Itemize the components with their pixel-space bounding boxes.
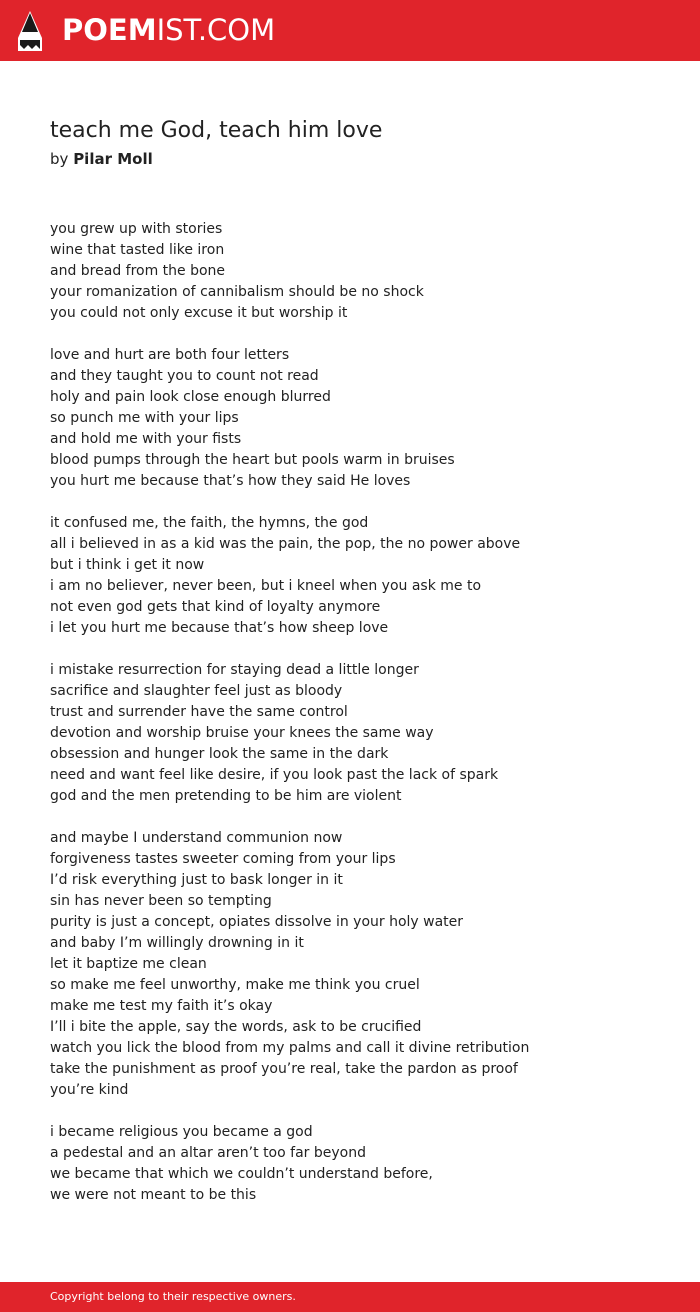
poem-line: you grew up with stories bbox=[50, 221, 223, 237]
site-footer bbox=[0, 1282, 700, 1312]
poem-line: trust and surrender have the same control bbox=[50, 704, 348, 720]
poem-line: and hold me with your fists bbox=[50, 431, 242, 447]
poem-line: you’re kind bbox=[50, 1082, 129, 1098]
poem-line: we were not meant to be this bbox=[50, 1187, 257, 1203]
poem-line: your romanization of cannibalism should be no shock bbox=[50, 284, 424, 300]
poem-line: it confused me, the faith, the hymns, the god bbox=[50, 515, 369, 531]
poem-stanza bbox=[50, 345, 670, 492]
poem-stanza bbox=[50, 1122, 670, 1206]
poem-line: i let you hurt me because that’s how sheep love bbox=[50, 620, 389, 636]
poem-body bbox=[50, 219, 670, 1227]
poem-byline bbox=[50, 149, 153, 169]
poem-line: i mistake resurrection for staying dead a little longer bbox=[50, 662, 419, 678]
poem-line: so punch me with your lips bbox=[50, 410, 239, 426]
poem-stanza bbox=[50, 828, 670, 1101]
poem-line: and they taught you to count not read bbox=[50, 368, 319, 384]
poem-line: wine that tasted like iron bbox=[50, 242, 225, 258]
poem-stanza bbox=[50, 219, 670, 324]
poem-line: you could not only excuse it but worship it bbox=[50, 305, 348, 321]
poem-stanza bbox=[50, 513, 670, 639]
poem-line: we became that which we couldn’t understand before, bbox=[50, 1166, 433, 1182]
poem-line: all i believed in as a kid was the pain, the pop, the no power above bbox=[50, 536, 521, 552]
pencil-tip-icon bbox=[16, 10, 44, 52]
poem-line: i am no believer, never been, but i kneel when you ask me to bbox=[50, 578, 482, 594]
site-header bbox=[0, 0, 700, 61]
poem-line: and baby I’m willingly drowning in it bbox=[50, 935, 304, 951]
site-logo[interactable] bbox=[62, 12, 275, 48]
poem-line: love and hurt are both four letters bbox=[50, 347, 290, 363]
poem-line: blood pumps through the heart but pools warm in bruises bbox=[50, 452, 455, 468]
poem-line: need and want feel like desire, if you look past the lack of spark bbox=[50, 767, 499, 783]
poem-line: let it baptize me clean bbox=[50, 956, 207, 972]
poem-line: so make me feel unworthy, make me think you cruel bbox=[50, 977, 420, 993]
poem-line: devotion and worship bruise your knees the same way bbox=[50, 725, 434, 741]
logo-text-bold: POEM bbox=[62, 13, 157, 47]
poem-line: I’d risk everything just to bask longer in it bbox=[50, 872, 343, 888]
poem-line: sin has never been so tempting bbox=[50, 893, 272, 909]
poem-line: watch you lick the blood from my palms and call it divine retribution bbox=[50, 1040, 530, 1056]
poem-title: teach me God, teach him love bbox=[50, 118, 383, 143]
copyright-text: Copyright belong to their respective owners. bbox=[50, 1290, 296, 1303]
author-name: Pilar Moll bbox=[73, 150, 153, 168]
logo-text-light: IST.COM bbox=[156, 13, 276, 47]
poem-line: obsession and hunger look the same in the dark bbox=[50, 746, 389, 762]
poem-line: you hurt me because that’s how they said He loves bbox=[50, 473, 411, 489]
poem-line: take the punishment as proof you’re real, take the pardon as proof bbox=[50, 1061, 518, 1077]
poem-line: and maybe I understand communion now bbox=[50, 830, 343, 846]
poem-line: purity is just a concept, opiates dissolve in your holy water bbox=[50, 914, 464, 930]
poem-line: holy and pain look close enough blurred bbox=[50, 389, 331, 405]
poem-line: but i think i get it now bbox=[50, 557, 205, 573]
poem-line: I’ll i bite the apple, say the words, ask to be crucified bbox=[50, 1019, 422, 1035]
poem-line: i became religious you became a god bbox=[50, 1124, 313, 1140]
poem-line: make me test my faith it’s okay bbox=[50, 998, 273, 1014]
by-label: by bbox=[50, 150, 69, 168]
poem-line: not even god gets that kind of loyalty anymore bbox=[50, 599, 381, 615]
poem-line: forgiveness tastes sweeter coming from your lips bbox=[50, 851, 396, 867]
poem-line: god and the men pretending to be him are violent bbox=[50, 788, 402, 804]
poem-stanza bbox=[50, 660, 670, 807]
poem-line: a pedestal and an altar aren’t too far beyond bbox=[50, 1145, 366, 1161]
poem-line: sacrifice and slaughter feel just as bloody bbox=[50, 683, 343, 699]
poem-line: and bread from the bone bbox=[50, 263, 226, 279]
